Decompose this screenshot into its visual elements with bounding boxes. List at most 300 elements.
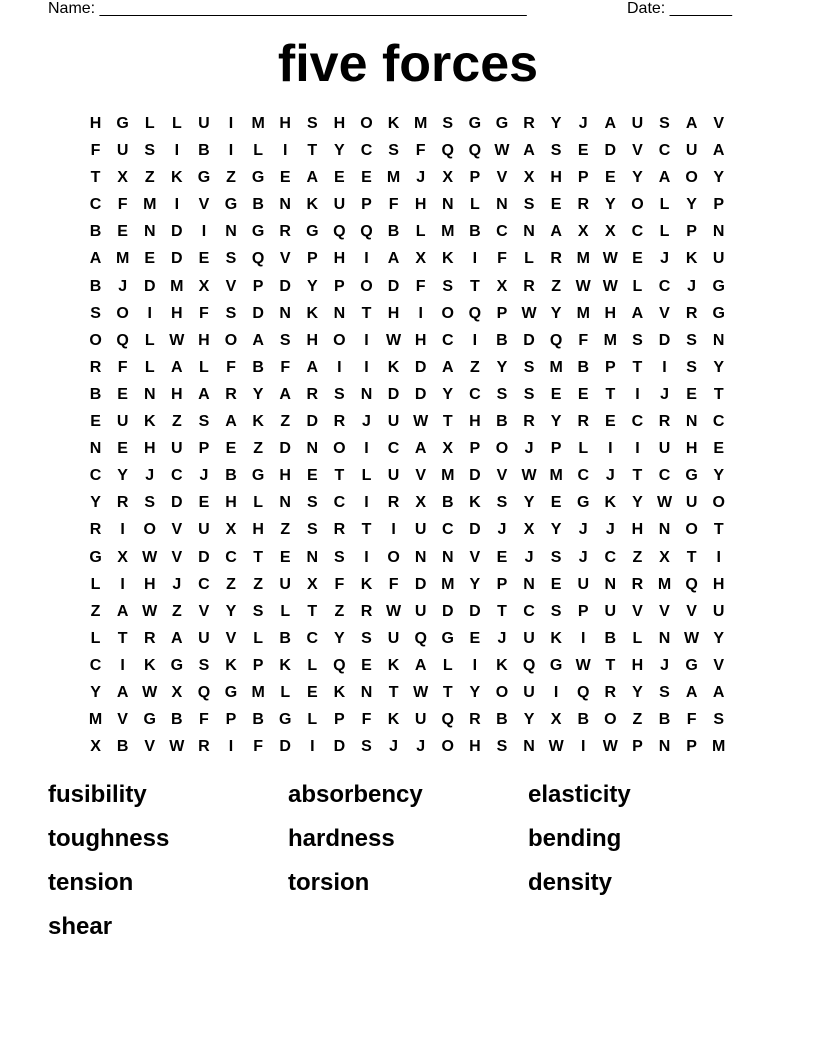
grid-letter: T xyxy=(307,602,318,620)
grid-letter: J xyxy=(605,521,615,539)
grid-letter: P xyxy=(686,738,697,756)
grid-letter: U xyxy=(387,629,400,647)
grid-row xyxy=(82,683,732,710)
grid-letter: C xyxy=(306,629,319,647)
grid-letter: S xyxy=(225,250,237,268)
grid-row xyxy=(82,412,732,439)
grid-letter: A xyxy=(712,683,725,701)
grid-letter: N xyxy=(523,738,535,756)
grid-letter: B xyxy=(252,196,264,214)
grid-letter: A xyxy=(116,602,129,620)
grid-letter: B xyxy=(577,358,590,376)
grid-letter: E xyxy=(225,440,237,458)
grid-letter: M xyxy=(143,196,157,214)
grid-letter: T xyxy=(713,385,724,403)
grid-letter: M xyxy=(441,467,455,485)
word-bank-item: fusibility xyxy=(48,781,147,808)
grid-letter: D xyxy=(387,385,400,403)
grid-letter: K xyxy=(496,656,508,674)
grid-letter: A xyxy=(414,440,427,458)
grid-letter: S xyxy=(550,142,562,160)
grid-letter: M xyxy=(441,575,455,593)
grid-letter: E xyxy=(632,250,643,268)
grid-letter: S xyxy=(334,385,345,403)
date-line: Date: _______ xyxy=(627,0,732,17)
grid-letter: B xyxy=(387,223,400,241)
grid-letter: Y xyxy=(632,494,643,512)
grid-letter: Y xyxy=(713,169,725,187)
grid-letter: C xyxy=(577,467,590,485)
grid-letter: Z xyxy=(226,169,236,187)
grid-letter: U xyxy=(116,413,129,431)
grid-letter: H xyxy=(550,169,562,187)
grid-letter: G xyxy=(468,115,482,132)
grid-letter: S xyxy=(523,358,535,376)
grid-letter: L xyxy=(307,656,318,674)
grid-letter: X xyxy=(550,711,562,729)
grid-letter: S xyxy=(523,196,535,214)
grid-letter: J xyxy=(605,467,615,485)
grid-letter: N xyxy=(143,223,156,241)
grid-letter: M xyxy=(170,277,184,295)
grid-letter: Y xyxy=(604,196,616,214)
grid-letter: X xyxy=(496,277,508,295)
grid-letter: R xyxy=(469,711,481,729)
grid-letter: K xyxy=(306,304,319,322)
grid-letter: J xyxy=(660,656,669,674)
grid-letter: B xyxy=(577,711,590,729)
grid-letter: Z xyxy=(632,711,643,729)
grid-letter: G xyxy=(441,629,454,647)
grid-letter: B xyxy=(171,711,183,729)
grid-letter: Y xyxy=(523,494,535,512)
grid-letter: W xyxy=(575,656,591,674)
grid-letter: J xyxy=(687,277,697,295)
grid-letter: K xyxy=(387,656,400,674)
grid-letter: I xyxy=(228,115,234,132)
grid-letter: E xyxy=(686,385,697,403)
grid-letter: L xyxy=(144,358,155,376)
grid-letter: D xyxy=(387,277,400,295)
grid-letter: K xyxy=(279,656,291,674)
grid-letter: D xyxy=(604,142,617,160)
grid-letter: R xyxy=(550,250,562,268)
grid-letter: X xyxy=(442,169,454,187)
grid-letter: I xyxy=(662,358,667,376)
grid-letter: G xyxy=(251,169,265,187)
grid-letter: D xyxy=(414,358,427,376)
grid-row xyxy=(82,358,732,385)
grid-letter: K xyxy=(143,413,156,431)
grid-letter: I xyxy=(120,521,125,539)
grid-letter: S xyxy=(686,331,697,349)
grid-letter: O xyxy=(441,738,454,756)
grid-letter: G xyxy=(197,169,211,187)
grid-letter: T xyxy=(632,358,643,376)
grid-letter: U xyxy=(387,413,400,431)
grid-letter: V xyxy=(469,548,481,566)
grid-letter: R xyxy=(89,358,102,376)
grid-row xyxy=(82,277,732,304)
grid-letter: K xyxy=(604,494,617,512)
grid-letter: P xyxy=(225,711,237,729)
grid-letter: R xyxy=(360,602,373,620)
grid-letter: R xyxy=(333,413,346,431)
grid-letter: S xyxy=(496,738,508,756)
grid-letter: V xyxy=(496,467,508,485)
grid-letter: D xyxy=(414,385,427,403)
grid-letter: E xyxy=(117,385,128,403)
grid-letter: B xyxy=(496,711,508,729)
grid-letter: R xyxy=(89,521,102,539)
grid-letter: F xyxy=(388,575,399,593)
grid-letter: L xyxy=(280,602,291,620)
grid-letter: P xyxy=(550,440,562,458)
grid-letter: B xyxy=(604,629,617,647)
grid-letter: A xyxy=(685,683,698,701)
grid-letter: E xyxy=(550,196,562,214)
grid-letter: E xyxy=(198,250,210,268)
grid-letter: L xyxy=(144,115,155,132)
grid-letter: D xyxy=(441,602,454,620)
grid-letter: A xyxy=(441,358,454,376)
grid-letter: I xyxy=(472,250,478,268)
grid-letter: H xyxy=(225,494,237,512)
grid-letter: I xyxy=(282,142,288,160)
grid-letter: X xyxy=(198,277,210,295)
grid-letter: W xyxy=(169,738,185,756)
grid-letter: I xyxy=(581,738,586,756)
grid-letter: U xyxy=(523,629,535,647)
grid-letter: G xyxy=(278,711,292,729)
grid-letter: C xyxy=(360,142,373,160)
grid-letter: I xyxy=(472,331,478,349)
grid-letter: C xyxy=(523,602,535,620)
word-bank-item: absorbency xyxy=(288,781,423,808)
grid-letter: N xyxy=(658,629,671,647)
grid-letter: S xyxy=(550,548,562,566)
grid-letter: U xyxy=(171,440,183,458)
grid-letter: T xyxy=(469,277,480,295)
grid-letter: T xyxy=(442,683,453,701)
grid-letter: B xyxy=(89,385,102,403)
grid-letter: E xyxy=(117,440,128,458)
grid-letter: Q xyxy=(441,711,454,729)
grid-letter: V xyxy=(279,250,291,268)
grid-letter: I xyxy=(310,738,315,756)
grid-letter: X xyxy=(523,169,535,187)
grid-letter: L xyxy=(199,358,209,376)
grid-letter: H xyxy=(143,440,156,458)
grid-letter: V xyxy=(198,602,210,620)
grid-letter: L xyxy=(361,467,372,485)
grid-letter: E xyxy=(90,413,101,431)
grid-letter: U xyxy=(577,575,590,593)
grid-letter: V xyxy=(659,602,670,620)
grid-letter: H xyxy=(279,115,291,132)
grid-row xyxy=(82,249,732,276)
grid-letter: C xyxy=(333,494,346,512)
grid-letter: X xyxy=(225,521,237,539)
grid-letter: V xyxy=(659,304,670,322)
grid-letter: W xyxy=(413,413,429,431)
grid-letter: F xyxy=(199,711,209,729)
grid-letter: A xyxy=(198,385,210,403)
grid-letter: N xyxy=(441,548,454,566)
grid-letter: S xyxy=(686,358,697,376)
grid-letter: M xyxy=(386,169,401,187)
grid-letter: K xyxy=(387,358,400,376)
grid-letter: J xyxy=(172,575,182,593)
word-bank-item: elasticity xyxy=(528,781,631,808)
grid-letter: O xyxy=(495,440,509,458)
grid-letter: W xyxy=(169,331,185,349)
grid-letter: W xyxy=(684,629,700,647)
grid-letter: H xyxy=(171,385,183,403)
grid-letter: T xyxy=(605,385,616,403)
grid-row xyxy=(82,602,732,629)
grid-letter: R xyxy=(116,494,129,512)
grid-letter: Y xyxy=(550,304,562,322)
grid-letter: L xyxy=(253,142,263,160)
grid-letter: R xyxy=(225,385,237,403)
grid-letter: C xyxy=(225,548,237,566)
grid-letter: V xyxy=(171,548,183,566)
grid-letter: S xyxy=(442,277,454,295)
grid-letter: I xyxy=(716,548,721,566)
grid-letter: B xyxy=(496,413,508,431)
grid-letter: V xyxy=(415,467,426,485)
grid-letter: W xyxy=(602,738,618,756)
grid-letter: Y xyxy=(632,683,643,701)
grid-letter: Z xyxy=(469,358,480,376)
grid-letter: F xyxy=(415,277,426,295)
grid-letter: S xyxy=(496,385,508,403)
grid-letter: O xyxy=(360,115,373,132)
grid-letter: X xyxy=(117,548,128,566)
grid-letter: F xyxy=(388,196,399,214)
word-bank-item: tension xyxy=(48,869,134,896)
grid-letter: E xyxy=(361,656,372,674)
grid-letter: R xyxy=(306,385,319,403)
grid-letter: N xyxy=(333,304,346,322)
grid-letter: D xyxy=(279,277,291,295)
grid-letter: Z xyxy=(90,602,101,620)
grid-letter: I xyxy=(228,142,234,160)
grid-letter: I xyxy=(120,575,125,593)
grid-letter: X xyxy=(171,683,183,701)
grid-letter: E xyxy=(306,467,318,485)
grid-letter: H xyxy=(387,304,400,322)
grid-row xyxy=(82,466,732,493)
grid-letter: Y xyxy=(713,358,725,376)
grid-letter: T xyxy=(497,602,507,620)
grid-letter: O xyxy=(143,521,156,539)
grid-letter: J xyxy=(199,467,209,485)
grid-row xyxy=(82,304,732,331)
grid-letter: L xyxy=(280,683,291,701)
grid-letter: S xyxy=(252,602,264,620)
grid-letter: P xyxy=(604,358,616,376)
grid-letter: O xyxy=(224,331,238,349)
grid-letter: I xyxy=(581,629,586,647)
grid-letter: I xyxy=(391,521,396,539)
grid-letter: A xyxy=(414,656,427,674)
grid-letter: E xyxy=(144,250,156,268)
grid-letter: I xyxy=(147,304,152,322)
grid-letter: A xyxy=(171,358,183,376)
grid-letter: O xyxy=(712,494,725,512)
grid-letter: B xyxy=(198,142,210,160)
grid-letter: H xyxy=(279,467,291,485)
grid-letter: J xyxy=(416,169,426,187)
grid-letter: S xyxy=(713,711,725,729)
grid-letter: W xyxy=(656,494,673,512)
grid-letter: E xyxy=(550,494,562,512)
grid-letter: W xyxy=(142,602,158,620)
grid-letter: W xyxy=(521,304,537,322)
grid-letter: C xyxy=(469,385,481,403)
name-line: Name: ________________________________________________ xyxy=(48,0,527,17)
grid-letter: R xyxy=(577,413,590,431)
grid-letter: Q xyxy=(251,250,265,268)
grid-letter: N xyxy=(658,738,671,756)
grid-letter: G xyxy=(685,656,698,674)
grid-letter: A xyxy=(89,250,102,268)
grid-letter: N xyxy=(712,223,725,241)
grid-letter: S xyxy=(144,142,156,160)
grid-letter: I xyxy=(174,196,180,214)
grid-letter: N xyxy=(712,331,725,349)
grid-letter: D xyxy=(469,521,481,539)
grid-letter: Y xyxy=(442,385,454,403)
word-bank-item: shear xyxy=(48,913,113,940)
grid-letter: L xyxy=(632,629,643,647)
grid-letter: Q xyxy=(414,629,427,647)
grid-letter: G xyxy=(712,304,725,322)
grid-letter: Y xyxy=(469,575,481,593)
grid-row xyxy=(82,222,732,249)
grid-letter: O xyxy=(360,277,373,295)
grid-letter: Z xyxy=(253,440,263,458)
grid-letter: B xyxy=(658,711,671,729)
grid-row xyxy=(82,520,732,547)
grid-letter: N xyxy=(414,548,427,566)
grid-letter: H xyxy=(469,413,481,431)
grid-letter: T xyxy=(361,521,372,539)
grid-letter: F xyxy=(280,358,291,376)
grid-letter: S xyxy=(306,521,318,539)
grid-letter: D xyxy=(523,331,535,349)
grid-letter: F xyxy=(117,196,128,214)
grid-letter: V xyxy=(632,142,643,160)
grid-letter: Z xyxy=(280,413,291,431)
grid-letter: A xyxy=(116,683,129,701)
grid-letter: I xyxy=(337,358,342,376)
grid-letter: V xyxy=(225,277,237,295)
grid-letter: A xyxy=(225,413,237,431)
grid-letter: I xyxy=(635,440,640,458)
grid-letter: P xyxy=(686,223,697,241)
grid-letter: N xyxy=(360,683,373,701)
grid-letter: D xyxy=(171,494,183,512)
grid-letter: H xyxy=(469,738,481,756)
grid-letter: L xyxy=(307,711,318,729)
grid-letter: Y xyxy=(632,169,643,187)
word-bank-item: hardness xyxy=(288,825,395,852)
grid-letter: T xyxy=(253,548,263,566)
grid-letter: I xyxy=(228,738,234,756)
grid-letter: K xyxy=(469,494,481,512)
grid-letter: J xyxy=(389,738,399,756)
grid-letter: O xyxy=(604,711,617,729)
grid-letter: T xyxy=(361,304,372,322)
grid-letter: V xyxy=(117,711,128,729)
grid-letter: N xyxy=(523,575,535,593)
grid-letter: K xyxy=(333,683,346,701)
grid-letter: N xyxy=(685,413,698,431)
grid-letter: Z xyxy=(171,602,182,620)
grid-letter: D xyxy=(469,467,481,485)
grid-letter: I xyxy=(364,494,369,512)
grid-letter: R xyxy=(658,413,671,431)
grid-letter: Y xyxy=(334,629,345,647)
grid-letter: Y xyxy=(306,277,318,295)
grid-letter: U xyxy=(198,521,210,539)
grid-letter: B xyxy=(252,711,264,729)
grid-letter: N xyxy=(306,440,319,458)
grid-letter: W xyxy=(142,548,158,566)
grid-row xyxy=(82,168,732,195)
grid-letter: X xyxy=(415,250,426,268)
grid-letter: D xyxy=(279,440,291,458)
grid-letter: M xyxy=(576,304,590,322)
grid-row xyxy=(82,385,732,412)
grid-letter: N xyxy=(306,548,319,566)
grid-letter: U xyxy=(631,115,644,132)
grid-letter: S xyxy=(523,385,535,403)
grid-letter: V xyxy=(171,521,183,539)
grid-letter: H xyxy=(333,115,346,132)
grid-letter: Y xyxy=(550,521,562,539)
grid-letter: T xyxy=(686,548,697,566)
grid-letter: A xyxy=(306,169,319,187)
grid-letter: F xyxy=(361,711,372,729)
grid-letter: I xyxy=(174,142,180,160)
grid-letter: S xyxy=(496,494,508,512)
grid-letter: O xyxy=(631,196,644,214)
grid-letter: A xyxy=(712,142,725,160)
grid-letter: I xyxy=(120,656,125,674)
grid-letter: R xyxy=(604,683,617,701)
grid-letter: A xyxy=(604,115,617,132)
grid-letter: J xyxy=(578,521,588,539)
grid-letter: Z xyxy=(334,602,345,620)
grid-letter: N xyxy=(523,223,535,241)
grid-letter: Q xyxy=(116,331,129,349)
grid-row xyxy=(82,656,732,683)
grid-letter: H xyxy=(631,656,644,674)
grid-row xyxy=(82,331,732,358)
grid-letter: X xyxy=(659,548,670,566)
grid-letter: F xyxy=(415,142,426,160)
grid-letter: K xyxy=(685,250,698,268)
grid-letter: V xyxy=(686,602,697,620)
grid-letter: C xyxy=(89,656,102,674)
grid-letter: Y xyxy=(713,629,725,647)
grid-letter: N xyxy=(658,521,671,539)
grid-letter: D xyxy=(658,331,671,349)
